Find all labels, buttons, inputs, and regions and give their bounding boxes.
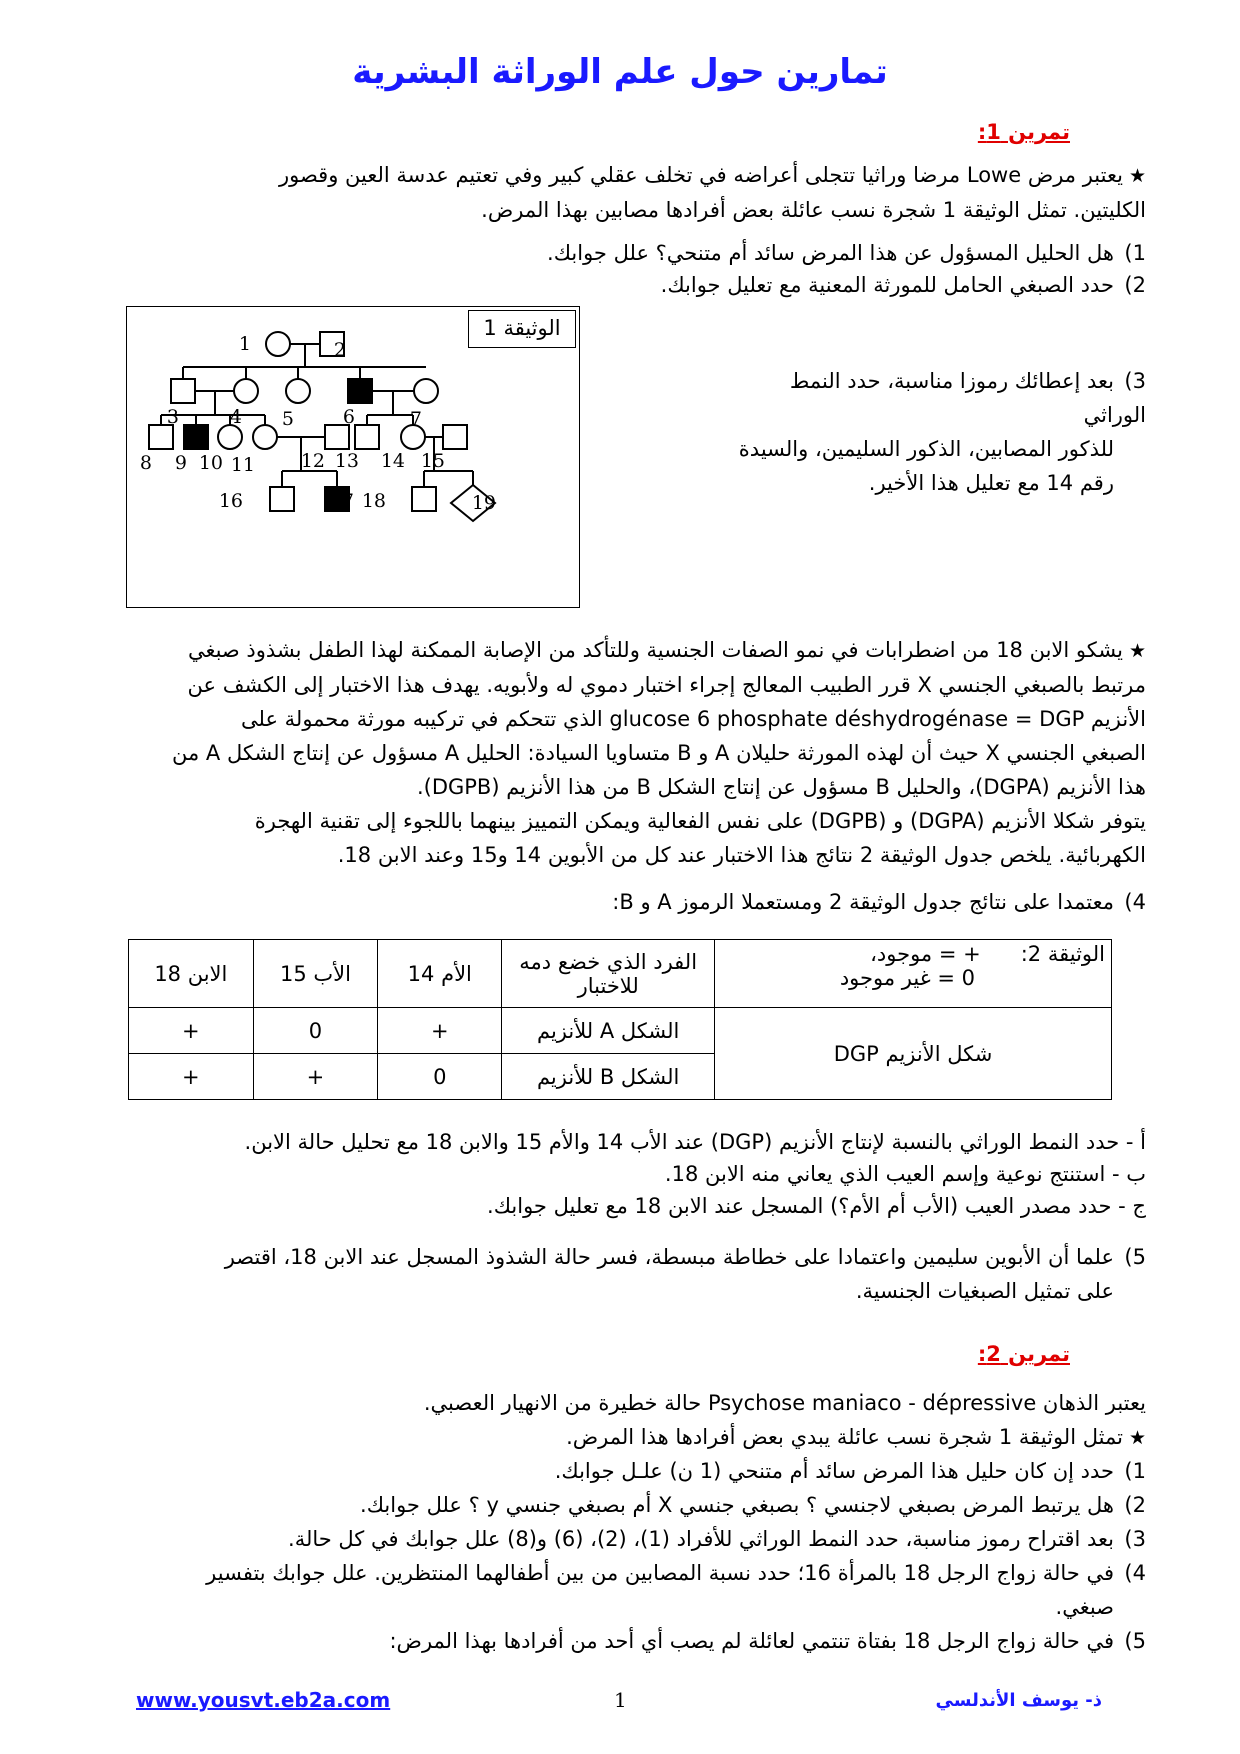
label-13: 13 xyxy=(334,450,359,472)
row-label: الشكل A للأنزيم xyxy=(502,1008,715,1054)
col-son-header: الابن 18 xyxy=(129,940,254,1008)
star-icon: ★ xyxy=(1128,165,1146,187)
pedigree-chart xyxy=(127,307,579,607)
ex1-question-3: 3)بعد إعطائك رموزا مناسبة، حدد النمط الوراثي للذكور المصابين، الذكور السليمين، والسيدة رقم 14 مع تعليل هذا الأخير. xyxy=(738,369,1146,495)
intro-line-1: يعتبر مرض Lowe مرضا وراثيا تتجلى أعراضه في تخلف عقلي كبير وفي تعتيم عدسة العين وقصور xyxy=(278,163,1123,187)
exercise2-doc-line: ★تمثل الوثيقة 1 شجرة نسب عائلة يبدي بعض أفرادها هذا المرض. xyxy=(566,1425,1146,1449)
col-person-header: الفرد الذي خضع دمه للاختبار xyxy=(502,940,715,1008)
ex1-question-4: 4)معتمدا على نتائج جدول الوثيقة 2 ومستعملا الرموز A و B: xyxy=(612,890,1146,914)
ex2-question-2: 2)هل يرتبط المرض بصبغي لاجنسي ؟ بصبغي جنسي X أم بصبغي جنسي y ؟ علل جوابك. xyxy=(360,1493,1146,1517)
exercise1-intro xyxy=(96,158,1146,227)
page-number: 1 xyxy=(614,1688,627,1712)
ex1-question-1: 1)هل الحليل المسؤول عن هذا المرض سائد أم متنحي؟ علل جوابك. xyxy=(547,241,1146,265)
cell-value: + xyxy=(129,1054,254,1100)
individual-7 xyxy=(414,379,438,403)
individual-11 xyxy=(253,425,277,449)
doc1-label: الوثيقة 1 xyxy=(468,310,576,348)
ex2-question-5: 5)في حالة زواج الرجل 18 بفتاة تنتمي لعائلة لم يصب أي أحد من أفرادها بهذا المرض: xyxy=(389,1629,1146,1653)
ex1-question-2: 2)حدد الصبغي الحامل للمورثة المعنية مع تعليل جوابك. xyxy=(660,273,1146,297)
cell-value: 0 xyxy=(378,1054,502,1100)
exercise1-context: ★يشكو الابن 18 من اضطرابات في نمو الصفات الجنسية وللتأكد من الإصابة الممكنة لهذا الطفل بشذوذ صبغي مرتبط بالصبغي الجنسي X قرر الطبيب المعالج إجراء اختبار دموي له ولأبويه. يهدف هذا الاختبار إلى الكشف عن الأنزيم glucose 6 phosphate déshydrogénase = DGP الذي تتحكم في تركيبه مورثة محمولة على الصبغي الجنسي X حيث أن لهذه المورثة حليلان A و B متساويا السيادة: الحليل A مسؤول عن إنتاج الشكل A من هذا الأنزيم (DGPA)، والحليل B مسؤول عن إنتاج الشكل B من هذا الأنزيم (DGPB). يتوفر شكلا الأنزيم (DGPA) و (DGPB) على نفس الفعالية ويمكن التمييز بينهما باللجوء إلى تقنية الهجرة الكهربائية. يلخص جدول الوثيقة 2 نتائج هذا الاختبار عند كل من الأبوين 14 و15 وعند الابن 18. xyxy=(171,638,1146,867)
row-group-label: شكل الأنزيم DGP xyxy=(715,1008,1112,1100)
footer-website-link[interactable]: www.yousvt.eb2a.com xyxy=(136,1688,391,1712)
label-19: 19 xyxy=(471,492,496,514)
label-9: 9 xyxy=(174,452,187,474)
page-title: تمارين حول علم الوراثة البشرية xyxy=(352,52,888,92)
ex2-question-1: 1)حدد إن كان حليل هذا المرض سائد أم متنحي (1 ن) علـل جوابك. xyxy=(554,1459,1146,1483)
col-father-header: الأب 15 xyxy=(253,940,378,1008)
label-11: 11 xyxy=(230,454,255,476)
intro-line-2: الكليتين. تمثل الوثيقة 1 شجرة نسب عائلة بعض أفرادها مصابين بهذا المرض. xyxy=(481,198,1146,222)
individual-12 xyxy=(325,425,349,449)
exercise1-heading: تمرين 1: xyxy=(977,120,1070,144)
pedigree-figure xyxy=(126,306,580,608)
cell-value: + xyxy=(129,1008,254,1054)
individual-6 xyxy=(348,379,372,403)
ex2-question-4: 4)في حالة زواج الرجل 18 بالمرأة 16؛ حدد نسبة المصابين من بين أطفالهما المنتظرين. علل جوابك بتفسير صبغي. xyxy=(206,1561,1146,1619)
label-4: 4 xyxy=(229,406,242,428)
individual-5 xyxy=(286,379,310,403)
star-icon: ★ xyxy=(1128,640,1146,662)
individual-3 xyxy=(171,379,195,403)
individual-16 xyxy=(270,487,294,511)
table-legend-cell: الوثيقة 2:+ = موجود، 0 = غير موجود xyxy=(715,940,1112,1008)
label-8: 8 xyxy=(139,452,152,474)
label-5: 5 xyxy=(281,408,294,430)
individual-10 xyxy=(218,425,242,449)
col-mother-header: الأم 14 xyxy=(378,940,502,1008)
individual-15 xyxy=(443,425,467,449)
footer-author: ذ- يوسف الأندلسي xyxy=(935,1690,1102,1711)
label-18: 18 xyxy=(361,490,386,512)
individual-9 xyxy=(184,425,208,449)
individual-1 xyxy=(266,332,290,356)
ex1-sub-a: أ - حدد النمط الوراثي بالنسبة لإنتاج الأنزيم (DGP) عند الأب 14 والأم 15 والابن 18 مع تحليل حالة الابن. xyxy=(244,1130,1146,1154)
individual-8 xyxy=(149,425,173,449)
exercise2-heading: تمرين 2: xyxy=(977,1342,1070,1366)
label-14: 14 xyxy=(380,450,405,472)
cell-value: 0 xyxy=(253,1008,378,1054)
exercise2-intro: يعتبر الذهان Psychose maniaco - dépressive حالة خطيرة من الانهيار العصبي. xyxy=(423,1391,1146,1415)
label-7: 7 xyxy=(409,408,422,430)
label-12: 12 xyxy=(300,450,325,472)
ex1-question-5: 5)علما أن الأبوين سليمين واعتمادا على خطاطة مبسطة، فسر حالة الشذوذ المسجل عند الابن 18، اقتصر على تمثيل الصبغيات الجنسية. xyxy=(224,1245,1146,1303)
table-row xyxy=(129,1008,1112,1054)
ex2-question-3: 3)بعد اقتراح رموز مناسبة، حدد النمط الوراثي للأفراد (1)، (2)، (6) و(8) علل جوابك في كل حالة. xyxy=(288,1527,1146,1551)
label-17: 17 xyxy=(329,490,354,512)
ex1-sub-c: ج - حدد مصدر العيب (الأب أم الأم؟) المسجل عند الابن 18 مع تعليل جوابك. xyxy=(487,1194,1146,1218)
label-2: 2 xyxy=(333,339,346,361)
label-3: 3 xyxy=(166,406,179,428)
ex1-sub-b: ب - استنتج نوعية وإسم العيب الذي يعاني منه الابن 18. xyxy=(664,1162,1146,1186)
individual-4 xyxy=(234,379,258,403)
label-1: 1 xyxy=(238,333,251,355)
label-15: 15 xyxy=(420,450,445,472)
results-table xyxy=(128,939,1112,1100)
label-10: 10 xyxy=(198,452,223,474)
individual-18 xyxy=(412,487,436,511)
row-label: الشكل B للأنزيم xyxy=(502,1054,715,1100)
cell-value: + xyxy=(253,1054,378,1100)
label-6: 6 xyxy=(342,406,355,428)
individual-13 xyxy=(355,425,379,449)
label-16: 16 xyxy=(218,490,243,512)
star-icon: ★ xyxy=(1128,1427,1146,1449)
cell-value: + xyxy=(378,1008,502,1054)
